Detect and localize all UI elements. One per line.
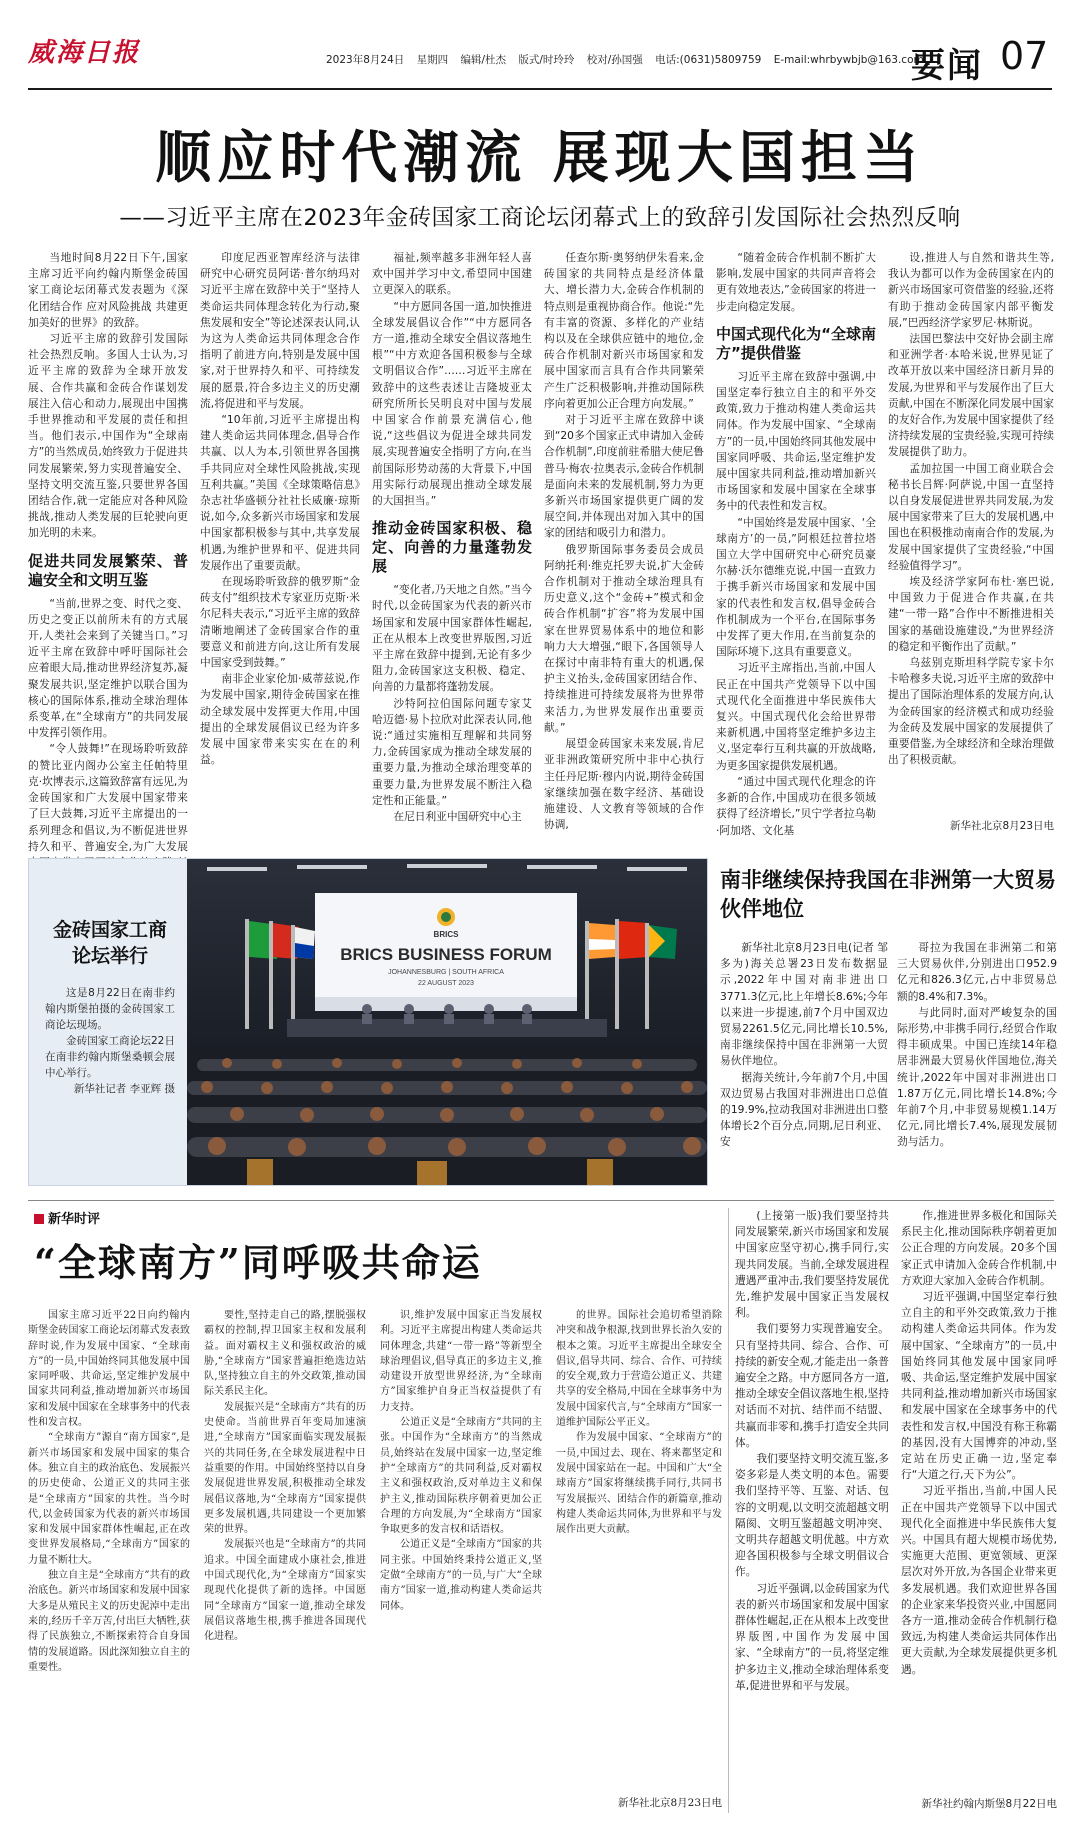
photo-caption [29, 859, 189, 1185]
paragraph: 乌兹别克斯坦科学院专家卡尔卡哈穆多夫说,习近平主席的致辞中提出了国际治理体系的发展方向,认为金砖国家的经济模式和成功经验为金砖及发展中国家的发展提供了重要借鉴,为全球经济和全球治理做出了积极贡献。 [888, 656, 1054, 767]
col3b-paras [372, 582, 532, 825]
news-headline: 南非继续保持我国在非洲第一大贸易伙伴地位 [720, 868, 1056, 921]
cont-col1-paras [735, 1208, 889, 1694]
designer-credit: 版式/时玲玲 [518, 54, 575, 66]
article-column-6 [888, 250, 1054, 835]
paragraph: 印度尼西亚智库经济与法律研究中心研究员阿诺·普尔纳玛对习近平主席在致辞中关于“坚持人类命运共同体理念转化为行动,聚焦发展和安全”等论述深表认同,认为这为人类命运共同体理念合作指明了前进方向,特别是发展中国家,对于世界持久和平、可持续发展的愿景,符合多边主义的历史潮流,将促进和平与发展。 [200, 251, 360, 410]
paragraph: 要性,坚持走自己的路,摆脱强权霸权的控制,捍卫国家主权和发展利益。面对霸权主义和强权政治的威胁,“全球南方”国家普遍拒绝选边站队,坚持独立自主的外交政策,推动国际关系民主化。 [204, 1310, 366, 1398]
paragraph: 在现场聆听致辞的俄罗斯“金砖支付”组织技术专家亚历克斯·米尔尼科夫表示,“习近平主席的致辞清晰地阐述了金砖国家合作的重要意义和前进方向,这让所有发展中国家受到鼓舞。” [200, 575, 360, 670]
col4-paras [544, 250, 704, 833]
forum-photo-image [187, 859, 707, 1185]
paragraph: 对于习近平主席在致辞中谈到“20多个国家正式申请加入金砖合作机制”,印度前驻希腊大使尼鲁普马·梅农·拉奥表示,金砖合作机制是面向未来的发展机制,努力为更多新兴市场国家提供更广阔的发展空间,并体现出对加入其中的国家的团结和吸引力和潜力。 [544, 413, 704, 540]
com-col3-paras [380, 1308, 542, 1614]
paragraph: (上接第一版)我们要坚持共同发展繁荣,新兴市场国家和发展中国家应坚守初心,携手同行,实现共同发展。当前,全球发展进程遭遇严重冲击,我们要坚持发展优先,维护发展中国家正当发展权利。 [735, 1209, 889, 1320]
masthead-rule [28, 88, 1052, 90]
editor-credit: 编辑/杜杰 [460, 54, 506, 66]
paragraph: 习近平主席指出,当前,中国人民正在中国共产党领导下以中国式现代化全面推进中华民族伟大复兴。中国式现代化会给世界带来新机遇,中国将坚定维护多边主义,坚定奉行互利共赢的开放战略,为更多国家提供发展机遇。 [716, 661, 876, 772]
paragraph: 发展振兴也是“全球南方”的共同追求。中国全面建成小康社会,推进中国式现代化,为“全球南方”国家实现现代化提供了新的选择。中国愿同“全球南方”国家一道,推动全球发展倡议落地生根,携手推进各国现代化进程。 [204, 1539, 366, 1643]
commentary-body [28, 1308, 722, 1813]
page-number: 07 [1000, 34, 1049, 78]
commentary-column-3 [380, 1308, 542, 1813]
paragraph: 公道正义是“全球南方”国家的共同主张。中国始终秉持公道正义,坚定做“全球南方”的一员,与广大“全球南方”国家一道,推动构建人类命运共同体。 [380, 1539, 542, 1612]
issue-meta [326, 52, 933, 67]
screen-date: 22 AUGUST 2023 [418, 980, 474, 987]
continued-article [735, 1208, 1057, 1813]
paragraph: 哥拉为我国在非洲第二和第三大贸易伙伴,分别进出口952.9亿元和826.3亿元,占中非贸易总额的8.4%和7.3%。 [897, 941, 1057, 1003]
paragraph: 习近平主席在致辞中强调,中国坚定奉行独立自主的和平外交政策,致力于推动构建人类命运共同体。作为发展中国家、“全球南方”的一员,中国始终同其他发展中国家同呼吸、共命运,坚定维护发展中国家共同利益,推动增加新兴市场国家和发展中国家在全球事务中的代表性和发言权。 [716, 369, 876, 513]
com-col2-paras [204, 1308, 366, 1645]
com-col4-paras [556, 1308, 722, 1796]
photo-caption-title: 金砖国家工商论坛举行 [52, 919, 167, 967]
paragraph: 沙特阿拉伯国际问题专家艾哈迈德·易卜拉欣对此深表认同,他说:“通过实施相互理解和共同努力,金砖国家成为推动全球发展的重要力量,为推动全球治理变革的重要力量,为世界发展不断注入稳定性和正能量。” [372, 696, 532, 807]
paragraph: 的世界。国际社会追切希望消除冲突和战争根源,找到世界长治久安的根本之策。习近平主席提出全球安全倡议,倡导共同、综合、合作、可持续的安全观,致力于营造公道正义、共建共享的安全格局,中国在全球事务中为发展中国家代言,与“全球南方”国家一道维护国际公平正义。 [556, 1310, 722, 1429]
issue-date: 2023年8月24日 [326, 54, 405, 66]
paragraph: “中国始终是发展中国家、‘全球南方’的一员,”阿根廷拉普拉塔国立大学中国研究中心研究员豪尔赫·沃尔德维克说,中国一直致力于携手新兴市场国家和发展中国家的代表性和发言权,倡导金砖合作机制成为一个平台,在国际事务中发挥了更大作用,在当前复杂的国际环境下,这具有重要意义。 [716, 515, 876, 659]
paragraph: 俄罗斯国际事务委员会成员阿纳托利·维克托罗夫说,扩大金砖合作机制对于推动全球治理具有历史意义,这个“金砖+”模式和金砖合作机制“扩容”将为发展中国家在世界贸易体系中的地位和影响力大大增强,“眼下,各国领导人在探讨中南非特有重大的机遇,保护主义抬头,金砖国家团结合作、持续推进可持续发展将为世界带来活力,为世界发展作出重要贡献。” [544, 542, 704, 734]
col3-paras [372, 250, 532, 509]
audience [187, 1049, 707, 1185]
paragraph: 南非企业家伦加·威蒂兹说,作为发展中国家,期待金砖国家在推动全球发展中发挥更大作用,中国提出的全球发展倡议已经为许多发展中国家带来实实在在的利益。 [200, 672, 360, 767]
news-column-1 [720, 940, 888, 1175]
paragraph: “中方愿同各国一道,加快推进全球发展倡议合作”“中方愿同各方一道,推动全球安全倡议落地生根”“中方欢迎各国积极参与全球文明倡议合作”……习近平主席在致辞中的这些表述让吉隆坡亚太研究所所长吴明良对中国与发展中国家合作前景充满信心,他说,“这些倡议为促进全球共同发展,实现普遍安全指明了方向,在当前国际形势动荡的大背景下,中国用实际行动展现出推动全球发展的大国担当。” [372, 299, 532, 508]
paragraph: 据海关统计,今年前7个月,中国双边贸易占我国对非洲进出口总值的19.9%,拉动我国对非洲进出口整体增长2个百分点,同期,尼日利亚、安 [720, 1070, 888, 1149]
email: E-mail:whrbywbjb@163.com [773, 54, 924, 66]
news-left-paras [720, 940, 888, 1151]
paragraph: 福祉,频率越多非洲年轻人喜欢中国并学习中文,希望同中国建立更深入的联系。 [372, 251, 532, 297]
section-label: 要闻 [911, 46, 983, 86]
tag-square-icon [34, 1214, 44, 1224]
commentary-tag [34, 1208, 100, 1227]
news-right-paras [897, 940, 1057, 1151]
continued-column-2 [901, 1208, 1057, 1813]
paragraph: 当地时间8月22日下午,国家主席习近平向约翰内斯堡金砖国家工商论坛闭幕式发表题为《深化团结合作 应对风险挑战 共建更加美好的世界》的致辞。 [28, 251, 188, 329]
paragraph: 法国巴黎法中交好协会副主席和亚洲学者·本哈米说,世界见证了改革开放以来中国经济日新月异的发展,为世界和平与发展作出了巨大贡献,中国在不断深化同发展中国家的友好合作,为发展中国家提供了经济持续发展的宝贵经验,实现可持续发展提供了助力。 [888, 332, 1054, 459]
paragraph: 公道正义是“全球南方”共同的主张。中国作为“全球南方”的当然成员,始终站在发展中国家一边,坚定维护“全球南方”的共同利益,反对霸权主义和强权政治,反对单边主义和保护主义,推动国际秩序朝着更加公正合理的方向发展,为“全球南方”国家争取更多的发言权和话语权。 [380, 1417, 542, 1536]
paragraph: “当前,世界之变、时代之变、历史之变正以前所未有的方式展开,人类社会来到了关键当口。”习近平主席在致辞中呼吁国际社会应着眼大局,推动世界经济复苏,凝聚发展共识,坚定维护以联合国为核心的国际体系,推动全球治理体系变革,在“全球南方”的共同发展中发挥引领作用。 [28, 596, 188, 740]
continued-byline: 新华社约翰内斯堡8月22日电 [921, 1798, 1057, 1810]
paragraph: 习近平强调,以金砖国家为代表的新兴市场国家和发展中国家群体性崛起,正在从根本上改变世界版图,中国作为发展中国家、“全球南方”的一员,将坚定维护多边主义,推动全球治理体系变革,促进世界和平与发展。 [735, 1581, 889, 1692]
paragraph: 与此同时,面对严峻复杂的国际形势,中非携手同行,经贸合作取得丰硕成果。中国已连续14年稳居非洲最大贸易伙伴国地位,海关统计,2022年中国对非洲进出口1.87万亿元,同比增长14.8%;今年前7个月,中非贸易规模1.14万亿元,同比增长7.4%,展现发展韧劲与活力。 [897, 1005, 1057, 1149]
paragraph: 在尼日利亚中国研究中心主 [393, 810, 522, 824]
article-column-4 [544, 250, 704, 835]
paragraph: 独立自主是“全球南方”共有的政治底色。新兴市场国家和发展中国家大多是从殖民主义的历史泥淖中走出来的,经历千辛万苦,付出巨大牺牲,获得了民族独立,不断探索符合自身国情的发展道路。因此深知独立自主的重要性。 [28, 1570, 190, 1673]
paragraph: “令人鼓舞!”在现场聆听致辞的赞比亚内阁办公室主任帕特里克·坎博表示,这篇致辞富有远见,为金砖国家和广大发展中国家带来了巨大鼓舞,习近平主席提出的一系列理念和倡议,为不断促进世界持久和平、普遍安全,为广大发展 [28, 742, 188, 853]
commentary-title: “全球南方”同呼吸共命运 [34, 1240, 482, 1285]
com-col1-paras [28, 1308, 190, 1675]
issue-weekday: 星期四 [416, 54, 449, 66]
cont-col2-paras [901, 1208, 1057, 1796]
col5-paras [716, 250, 876, 315]
article-column-5 [716, 250, 876, 835]
paragraph: “10年前,习近平主席提出构建人类命运共同体理念,倡导合作共赢、以人为本,引领世界各国携手共同应对全球性风险挑战,实现互利共赢。”美国《全球策略信息》杂志社华盛顿分社社长威廉·琼斯说,如今,众多新兴市场国家和发展中国家都积极参与其中,共享发展机遇,为维护世界和平、促进共同发展作出了重要贡献。 [200, 413, 360, 572]
phone: 电话:(0631)5809759 [655, 54, 762, 66]
photo-credit: 新华社记者 李亚辉 摄 [73, 1083, 175, 1095]
article-byline: 新华社北京8月23日电 [949, 820, 1054, 832]
caption-line-2: 金砖国家工商论坛22日在南非约翰内斯堡桑顿会展中心举行。 [45, 1035, 175, 1079]
section-divider [28, 1200, 1054, 1201]
screen-subtitle: JOHANNESBURG | SOUTH AFRICA [388, 969, 504, 976]
subhead-2: 推动金砖国家积极、稳定、向善的力量蓬勃发展 [372, 519, 532, 576]
paragraph: 习近平指出,当前,中国人民正在中国共产党领导下以中国式现代化全面推进中华民族伟大复兴。中国具有超大规模市场优势,实施更大范围、更宽领域、更深层次对外开放,为各国企业带来更多发展机遇。我们欢迎世界各国的企业家来华投资兴业,中国愿同各方一道,推动金砖合作机制行稳致远,为构建人类命运共同体作出更大贡献,为全球发展提供更多机遇。 [901, 1484, 1057, 1676]
commentary-tag-label: 新华时评 [48, 1212, 101, 1227]
caption-line-1: 这是8月22日在南非约翰内斯堡拍摄的金砖国家工商论坛现场。 [45, 987, 175, 1031]
article-column-2 [200, 250, 360, 835]
paragraph: 任查尔斯·奥努纳伊朱看来,金砖国家的共同特点是经济体量大、增长潜力大,金砖合作机制的特点则是重视协商合作。他说:“先有丰富的资源、多样化的产业结构以及在全球供应链中的地位,金砖合作机制对新兴市场国家和发展中国家而言具有合作共同繁荣产生广泛积极影响,并推动国际秩序向着更加公正合理方向发展。” [544, 251, 704, 410]
col6-paras [888, 250, 1054, 818]
paragraph: 习近平主席的致辞引发国际社会热烈反响。多国人士认为,习近平主席的致辞为全球开放发展、合作共赢和金砖合作谋划发展注入信心和动力,展现出中国携手世界推动和平发展的责任和担当。他们表示,中国作为“全球南方”的当然成员,始终致力于促进共同发展繁荣,努力实现普遍安全、坚持文明交流互鉴,只要世界各国团结合作,就一定能应对各种风险挑战,推动人类发展的巨轮驶向更加光明的未来。 [28, 332, 188, 540]
col5b-paras [716, 369, 876, 839]
paragraph: “全球南方”源自“南方国家”,是新兴市场国家和发展中国家的集合体。独立自主的政治底色、发展振兴的历史使命、公道正义的共同主张是“全球南方”国家的共性。当今时代,以金砖国家为代表的新兴市场国家和发展中国家群体性崛起,正在改变世界发展格局,“全球南方”国家的力量不断壮大。 [28, 1432, 190, 1566]
paragraph: 埃及经济学家阿布杜·塞巴说,中国致力于促进合作共赢,在共建“一带一路”合作中不断推进相关国家的基础设施建设,“为世界经济的稳定和平衡作出了贡献。” [888, 575, 1054, 653]
article-column-3 [372, 250, 532, 835]
paragraph: 我们要努力实现普遍安全。只有坚持共同、综合、合作、可持续的新安全观,才能走出一条普遍安全之路。中方愿同各方一道,推动全球安全倡议落地生根,坚持对话而不对抗、结伴而不结盟、共赢而非零和,携手打造安全共同体。 [735, 1322, 889, 1449]
paragraph: “随着金砖合作机制不断扩大影响,发展中国家的共同声音将会更有效地表达,”金砖国家的将进一步走向稳定发展。 [716, 251, 876, 313]
paragraph: 识,维护发展中国家正当发展权利。习近平主席提出构建人类命运共同体理念,共建“一带一路”等新型全球治理倡议,倡导真正的多边主义,推动建设开放型世界经济,为“全球南方”国家维护自身正当权益提供了有力支持。 [380, 1310, 542, 1413]
proof-credit: 校对/孙国强 [586, 54, 643, 66]
paragraph: 新华社北京8月23日电(记者 邹多为)海关总署23日发布数据显示,2022年中国对南非进出口3771.3亿元,比上年增长8.6%;今年以来进一步提速,前7个月中国双边贸易2261.5亿元,同比增长10.5%,南非继续保持中国在非洲第一大贸易伙伴地位。 [720, 941, 888, 1068]
paragraph: 国家主席习近平22日向约翰内斯堡金砖国家工商论坛闭幕式发表致辞时说,作为发展中国家、“全球南方”的一员,中国始终同其他发展中国家同呼吸、共命运,坚定维护发展中国家共同利益,推动增加新兴市场国家和发展中国家在全球事务中的代表性和发言权。 [28, 1310, 190, 1429]
col2-paras [200, 250, 360, 769]
page-headline: 顺应时代潮流 展现大国担当 [155, 125, 925, 191]
paragraph: “变化者,乃天地之自然。”当今时代,以金砖国家为代表的新兴市场国家和发展中国家群体性崛起,正在从根本上改变世界版图,习近平主席在致辞中提到,无论有多少阻力,金砖国家这支积极、稳定、向善的力量都将蓬勃发展。 [372, 583, 532, 694]
newspaper-logo: 威海日报 [28, 38, 141, 68]
paragraph: 我们要坚持文明交流互鉴,多姿多彩是人类文明的本色。需要我们坚持平等、互鉴、对话、包容的文明观,以文明交流超越文明隔阂、文明互鉴超越文明冲突、文明共存超越文明优越。中方欢迎各国积极参与全球文明倡议合作。 [735, 1452, 889, 1579]
paragraph: 孟加拉国一中国工商业联合会秘书长吕辉·阿萨说,中国一直坚持以自身发展促进世界共同发展,为发展中国家带来了巨大的发展机遇,中国也在积极推动南南合作的发展,为发展中国家提供了宝贵经验,“中国经验值得学习”。 [888, 461, 1054, 572]
commentary-byline: 新华社北京8月23日电 [617, 1797, 722, 1809]
paragraph: 设,推进人与自然和谐共生等,我认为都可以作为金砖国家在内的新兴市场国家可资借鉴的经验,还将有助于推动金砖国家内部平衡发展,”巴西经济学家罗尼·林斯说。 [888, 251, 1054, 329]
forum-photo [187, 859, 707, 1185]
subhead-1: 促进共同发展繁荣、普遍安全和文明互鉴 [28, 551, 188, 589]
commentary-column-2 [204, 1308, 366, 1813]
col1-paras [28, 250, 188, 542]
page-subhead: ——习近平主席在2023年金砖国家工商论坛闭幕式上的致辞引发国际社会热烈反响 [119, 205, 961, 231]
commentary-column-1 [28, 1308, 190, 1813]
article-column-1 [28, 250, 188, 853]
paragraph: 作为发展中国家、“全球南方”的一员,中国过去、现在、将来都坚定和发展中国家站在一起。中国和广大“全球南方”国家将继续携手同行,共同书写发展振兴、团结合作的新篇章,推动构建人类命运共同体,为世界和平与发展作出更大贡献。 [556, 1432, 722, 1536]
news-column-2 [897, 940, 1057, 1175]
continued-column-1 [735, 1208, 889, 1813]
paragraph: 发展振兴是“全球南方”共有的历史使命。当前世界百年变局加速演进,“全球南方”国家面临实现发展振兴的共同任务,在全球发展进程中日益重要的作用。中国始终坚持以自身发展促进世界发展,积极推动全球发展倡议落地,为“全球南方”国家提供更多发展机遇,共同建设一个更加繁荣的世界。 [204, 1401, 366, 1536]
masthead [0, 0, 1080, 108]
subhead-3: 中国式现代化为“全球南方”提供借鉴 [716, 324, 876, 362]
photo-caption-text [45, 985, 175, 1097]
photo-block [28, 858, 708, 1186]
paragraph: “通过中国式现代化理念的许多新的合作,中国成功在很多领域获得了经济增长,”贝宁学者拉乌勒·阿加塔、文化基 [716, 774, 876, 837]
paragraph: 习近平强调,中国坚定奉行独立自主的和平外交政策,致力于推动构建人类命运共同体。作为发展中国家、“全球南方”的一员,中国始终同其他发展中国家同呼吸、共命运,坚定维护发展中国家共同利益,推动增加新兴市场国家和发展中国家在全球事务中的代表性和发言权,中国没有称王称霸的基因,没有大国博弈的冲动,坚定站在历史正确一边,坚定奉行“大道之行,天下为公”。 [901, 1290, 1057, 1482]
paragraph: 展望金砖国家未来发展,肯尼亚非洲政策研究所中非中心执行主任丹尼斯·穆内内说,期待金砖国家继续加强在数字经济、基础设施建设、人文教育等领域的合作协调, [544, 737, 704, 832]
commentary-column-4 [556, 1308, 722, 1813]
screen-title: BRICS BUSINESS FORUM [340, 945, 552, 964]
top-article [28, 250, 1054, 853]
brics-emblem [437, 908, 455, 926]
column-rule [728, 1208, 729, 1813]
paragraph: 作,推进世界多极化和国际关系民主化,推动国际秩序朝着更加公正合理的方向发展。20多个国家正式申请加入金砖合作机制,中方欢迎大家加入金砖合作机制。 [901, 1209, 1057, 1287]
screen-logo: BRICS [433, 930, 459, 939]
